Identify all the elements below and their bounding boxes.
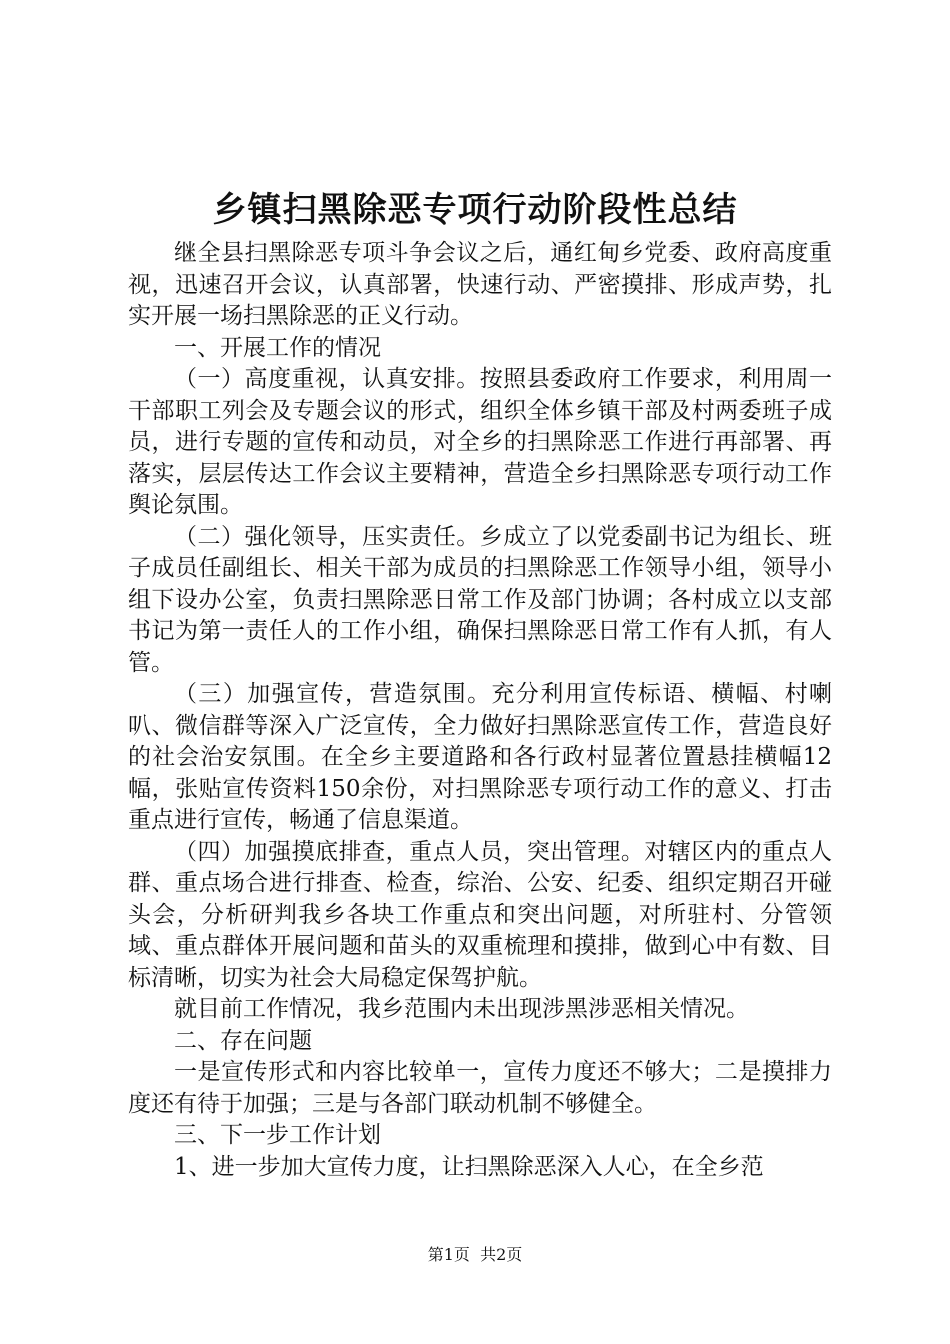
paragraph-problems: 一是宣传形式和内容比较单一，宣传力度还不够大；二是摸排力度还有待于加强；三是与各部门联动机制不够健全。 bbox=[128, 1059, 832, 1117]
paragraph-item-3: （三）加强宣传，营造氛围。充分利用宣传标语、横幅、村喇叭、微信群等深入广泛宣传，全力做好扫黑除恶宣传工作，营造良好的社会治安氛围。在全乡主要道路和各行政村显著位置悬挂横幅12幅，张贴宣传资料150余份，对扫黑除恶专项行动工作的意义、打击重点进行宣传，畅通了信息渠道。 bbox=[128, 681, 832, 833]
section-heading-1: 一、开展工作的情况 bbox=[174, 334, 381, 361]
page-total: 共2页 bbox=[480, 1245, 523, 1264]
paragraph-intro: 继全县扫黑除恶专项斗争会议之后，通红甸乡党委、政府高度重视，迅速召开会议，认真部署，快速行动、严密摸排、形成声势，扎实开展一场扫黑除恶的正义行动。 bbox=[128, 240, 832, 329]
section-heading-3: 三、下一步工作计划 bbox=[174, 1122, 381, 1148]
paragraph-item-1: （一）高度重视，认真安排。按照县委政府工作要求，利用周一干部职工列会及专题会议的形式，组织全体乡镇干部及村两委班子成员，进行专题的宣传和动员，对全乡的扫黑除恶工作进行再部署、再落实，层层传达工作会议主要精神，营造全乡扫黑除恶专项行动工作舆论氛围。 bbox=[128, 366, 832, 518]
paragraph-plan-1: 1、进一步加大宣传力度，让扫黑除恶深入人心，在全乡范 bbox=[174, 1153, 764, 1180]
section-heading-2: 二、存在问题 bbox=[174, 1027, 312, 1054]
paragraph-item-2: （二）强化领导，压实责任。乡成立了以党委副书记为组长、班子成员任副组长、相关干部为成员的扫黑除恶工作领导小组，领导小组下设办公室，负责扫黑除恶日常工作及部门协调；各村成立以支部书记为第一责任人的工作小组，确保扫黑除恶日常工作有人抓，有人管。 bbox=[128, 523, 832, 676]
paragraph-item-4: （四）加强摸底排查，重点人员，突出管理。对辖区内的重点人群、重点场合进行排查、检查，综治、公安、纪委、组织定期召开碰头会，分析研判我乡各块工作重点和突出问题，对所驻村、分管领域、重点群体开展问题和苗头的双重梳理和摸排，做到心中有数、目标清晰，切实为社会大局稳定保驾护航。 bbox=[128, 838, 832, 991]
page-number: 第1页 bbox=[427, 1245, 470, 1264]
document-title: 乡镇扫黑除恶专项行动阶段性总结 bbox=[212, 190, 738, 230]
document-body bbox=[128, 238, 832, 1183]
paragraph-current-status: 就目前工作情况，我乡范围内未出现涉黑涉恶相关情况。 bbox=[174, 996, 749, 1022]
page-footer bbox=[0, 1245, 950, 1265]
